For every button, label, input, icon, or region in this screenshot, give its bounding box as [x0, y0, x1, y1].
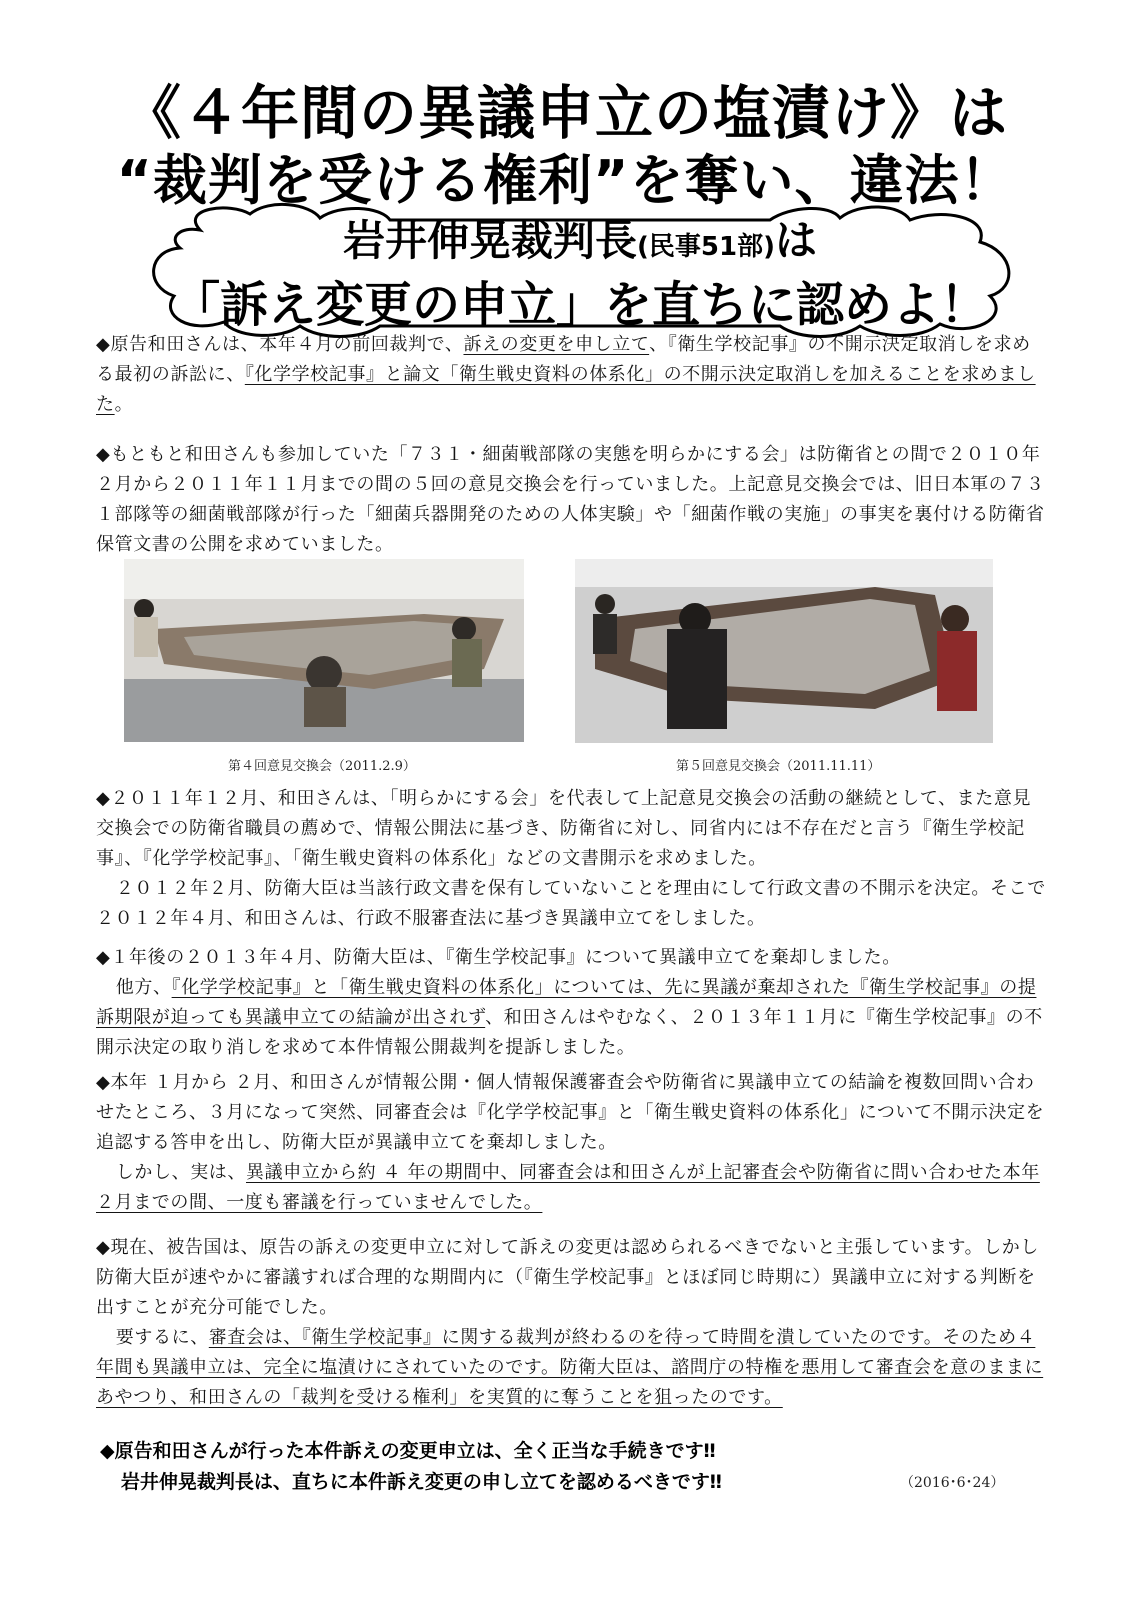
underlined-text: 『化学学校記事』と論文「衛生戦史資料の体系化」の不開示決定取消しを加えることを求めました: [96, 364, 1036, 415]
section-4-para-1: ◆１年後の２０１３年４月、防衛大臣は、『衛生学校記事』について異議申立てを棄却しました。: [96, 947, 901, 968]
meeting-photo-4th: [124, 559, 524, 742]
section-3-para-2: ２０１２年２月、防衛大臣は当該行政文書を保有していないことを理由にして行政文書の不開示を決定。そこで２０１２年４月、和田さんは、行政不服審査法に基づき異議申立てをしました。: [96, 878, 1046, 929]
headline-line-2: “裁判を受ける権利”を奪い、違法！: [116, 149, 1015, 212]
issue-date: （2016･6･24）: [900, 1475, 1005, 1491]
cloud-line-1: [140, 208, 1020, 268]
section-5-para-2: [96, 1158, 1046, 1218]
photo-caption-5th: 第５回意見交換会（2011.11.11）: [676, 759, 881, 774]
section-6-para-1: ◆現在、被告国は、原告の訴えの変更申立に対して訴えの変更は認められるべきでないと主張しています。しかし防衛大臣が速やかに審議すれば合理的な期間内に（『衛生学校記事』とほぼ同じ時期に）異議申立に対する判断を出すことが充分可能でした。: [96, 1237, 1039, 1318]
text-run: しかし、実は、: [115, 1162, 246, 1183]
section-5-para-1: ◆本年 １月から ２月、和田さんが情報公開・個人情報保護審査会や防衛省に異議申立ての結論を複数回問い合わせたところ、３月になって突然、同審査会は『化学学校記事』と「衛生戦史資料の体系化」について不開示決定を追認する答申を出し、防衛大臣が異議申立てを棄却しました。: [96, 1072, 1045, 1153]
section-6: [96, 1233, 1046, 1413]
underlined-text: 訴えの変更を申し立て: [463, 334, 650, 355]
conclusion-line-2: 岩井伸晃裁判長は、直ちに本件訴え変更の申し立てを認めるべきです‼: [120, 1471, 722, 1493]
section-1: [96, 330, 1046, 420]
text-run: 、『衛生学校記事』の不開示決定取消しを求める最初の訴訟に、: [96, 334, 1031, 385]
text-run: 。: [114, 394, 134, 415]
underlined-text: 異議申立から約 ４ 年の期間中、同審査会は和田さんが上記審査会や防衛省に問い合わせた本年２月までの間、一度も審議を行っていませんでした。: [96, 1162, 1040, 1213]
underlined-text: 審査会は、『衛生学校記事』に関する裁判が終わるのを待って時間を潰していたのです。そのため４年間も異議申立は、完全に塩漬けにされていたのです。防衛大臣は、諮問庁の特権を悪用して審査会を意のままにあやつり、和田さんの「裁判を受ける権利」を実質的に奪うことを狙ったのです。: [96, 1327, 1044, 1408]
section-4-para-2: [96, 973, 1046, 1063]
section-3-para-1: ◆２０１１年１２月、和田さんは、「明らかにする会」を代表して上記意見交換会の活動の継続として、また意見交換会での防衛省職員の薦めで、情報公開法に基づき、防衛省に対し、同省内には不存在だと言う『衛生学校記事』、『化学学校記事』、「衛生戦史資料の体系化」などの文書開示を求めました。: [96, 788, 1032, 869]
text-run: 要するに、: [115, 1327, 209, 1348]
headline-line-1: 《４年間の異議申立の塩漬け》は: [122, 79, 1008, 147]
cloud-callout: [140, 200, 1020, 340]
section-1-text: [96, 330, 1046, 420]
text-run: 、和田さんはやむなく、２０１３年１１月に『衛生学校記事』の不開示決定の取り消しを求めて本件情報公開裁判を提訴しました。: [96, 1007, 1043, 1058]
text-run: ◆原告和田さんは、本年４月の前回裁判で、: [96, 334, 464, 355]
section-4: [96, 943, 1046, 1063]
meeting-photo-5th: [575, 559, 993, 743]
cloud-line-2: 「訴え変更の申立」を直ちに認めよ！: [171, 277, 988, 333]
cloud-line-1-particle: は: [774, 216, 817, 265]
judge-name: 岩井伸晃裁判長: [343, 216, 638, 265]
text-run: 他方、: [115, 977, 172, 998]
section-2: [96, 440, 1046, 560]
court-division: (民事51部): [637, 232, 775, 262]
section-3: [96, 784, 1046, 934]
section-5: [96, 1068, 1046, 1218]
section-6-para-2: [96, 1323, 1046, 1413]
underlined-text: 『化学学校記事』と「衛生戦史資料の体系化」については、先に異議が棄却された『衛生学校記事』の提訴期限が迫っても異議申立ての結論が出されず: [96, 977, 1037, 1028]
photo-caption-4th: 第４回意見交換会（2011.2.9）: [228, 759, 416, 774]
conclusion-line-1: ◆原告和田さんが行った本件訴えの変更申立は、全く正当な手続きです‼: [100, 1440, 716, 1462]
section-2-text: ◆もともと和田さんも参加していた「７３１・細菌戦部隊の実態を明らかにする会」は防衛省との間で２０１０年２月から２０１１年１１月までの間の５回の意見交換会を行っていました。上記意見交換会では、旧日本軍の７３１部隊等の細菌戦部隊が行った「細菌兵器開発のための人体実験」や「細菌作戦の実施」の事実を裏付ける防衛省保管文書の公開を求めていました。: [96, 444, 1045, 555]
